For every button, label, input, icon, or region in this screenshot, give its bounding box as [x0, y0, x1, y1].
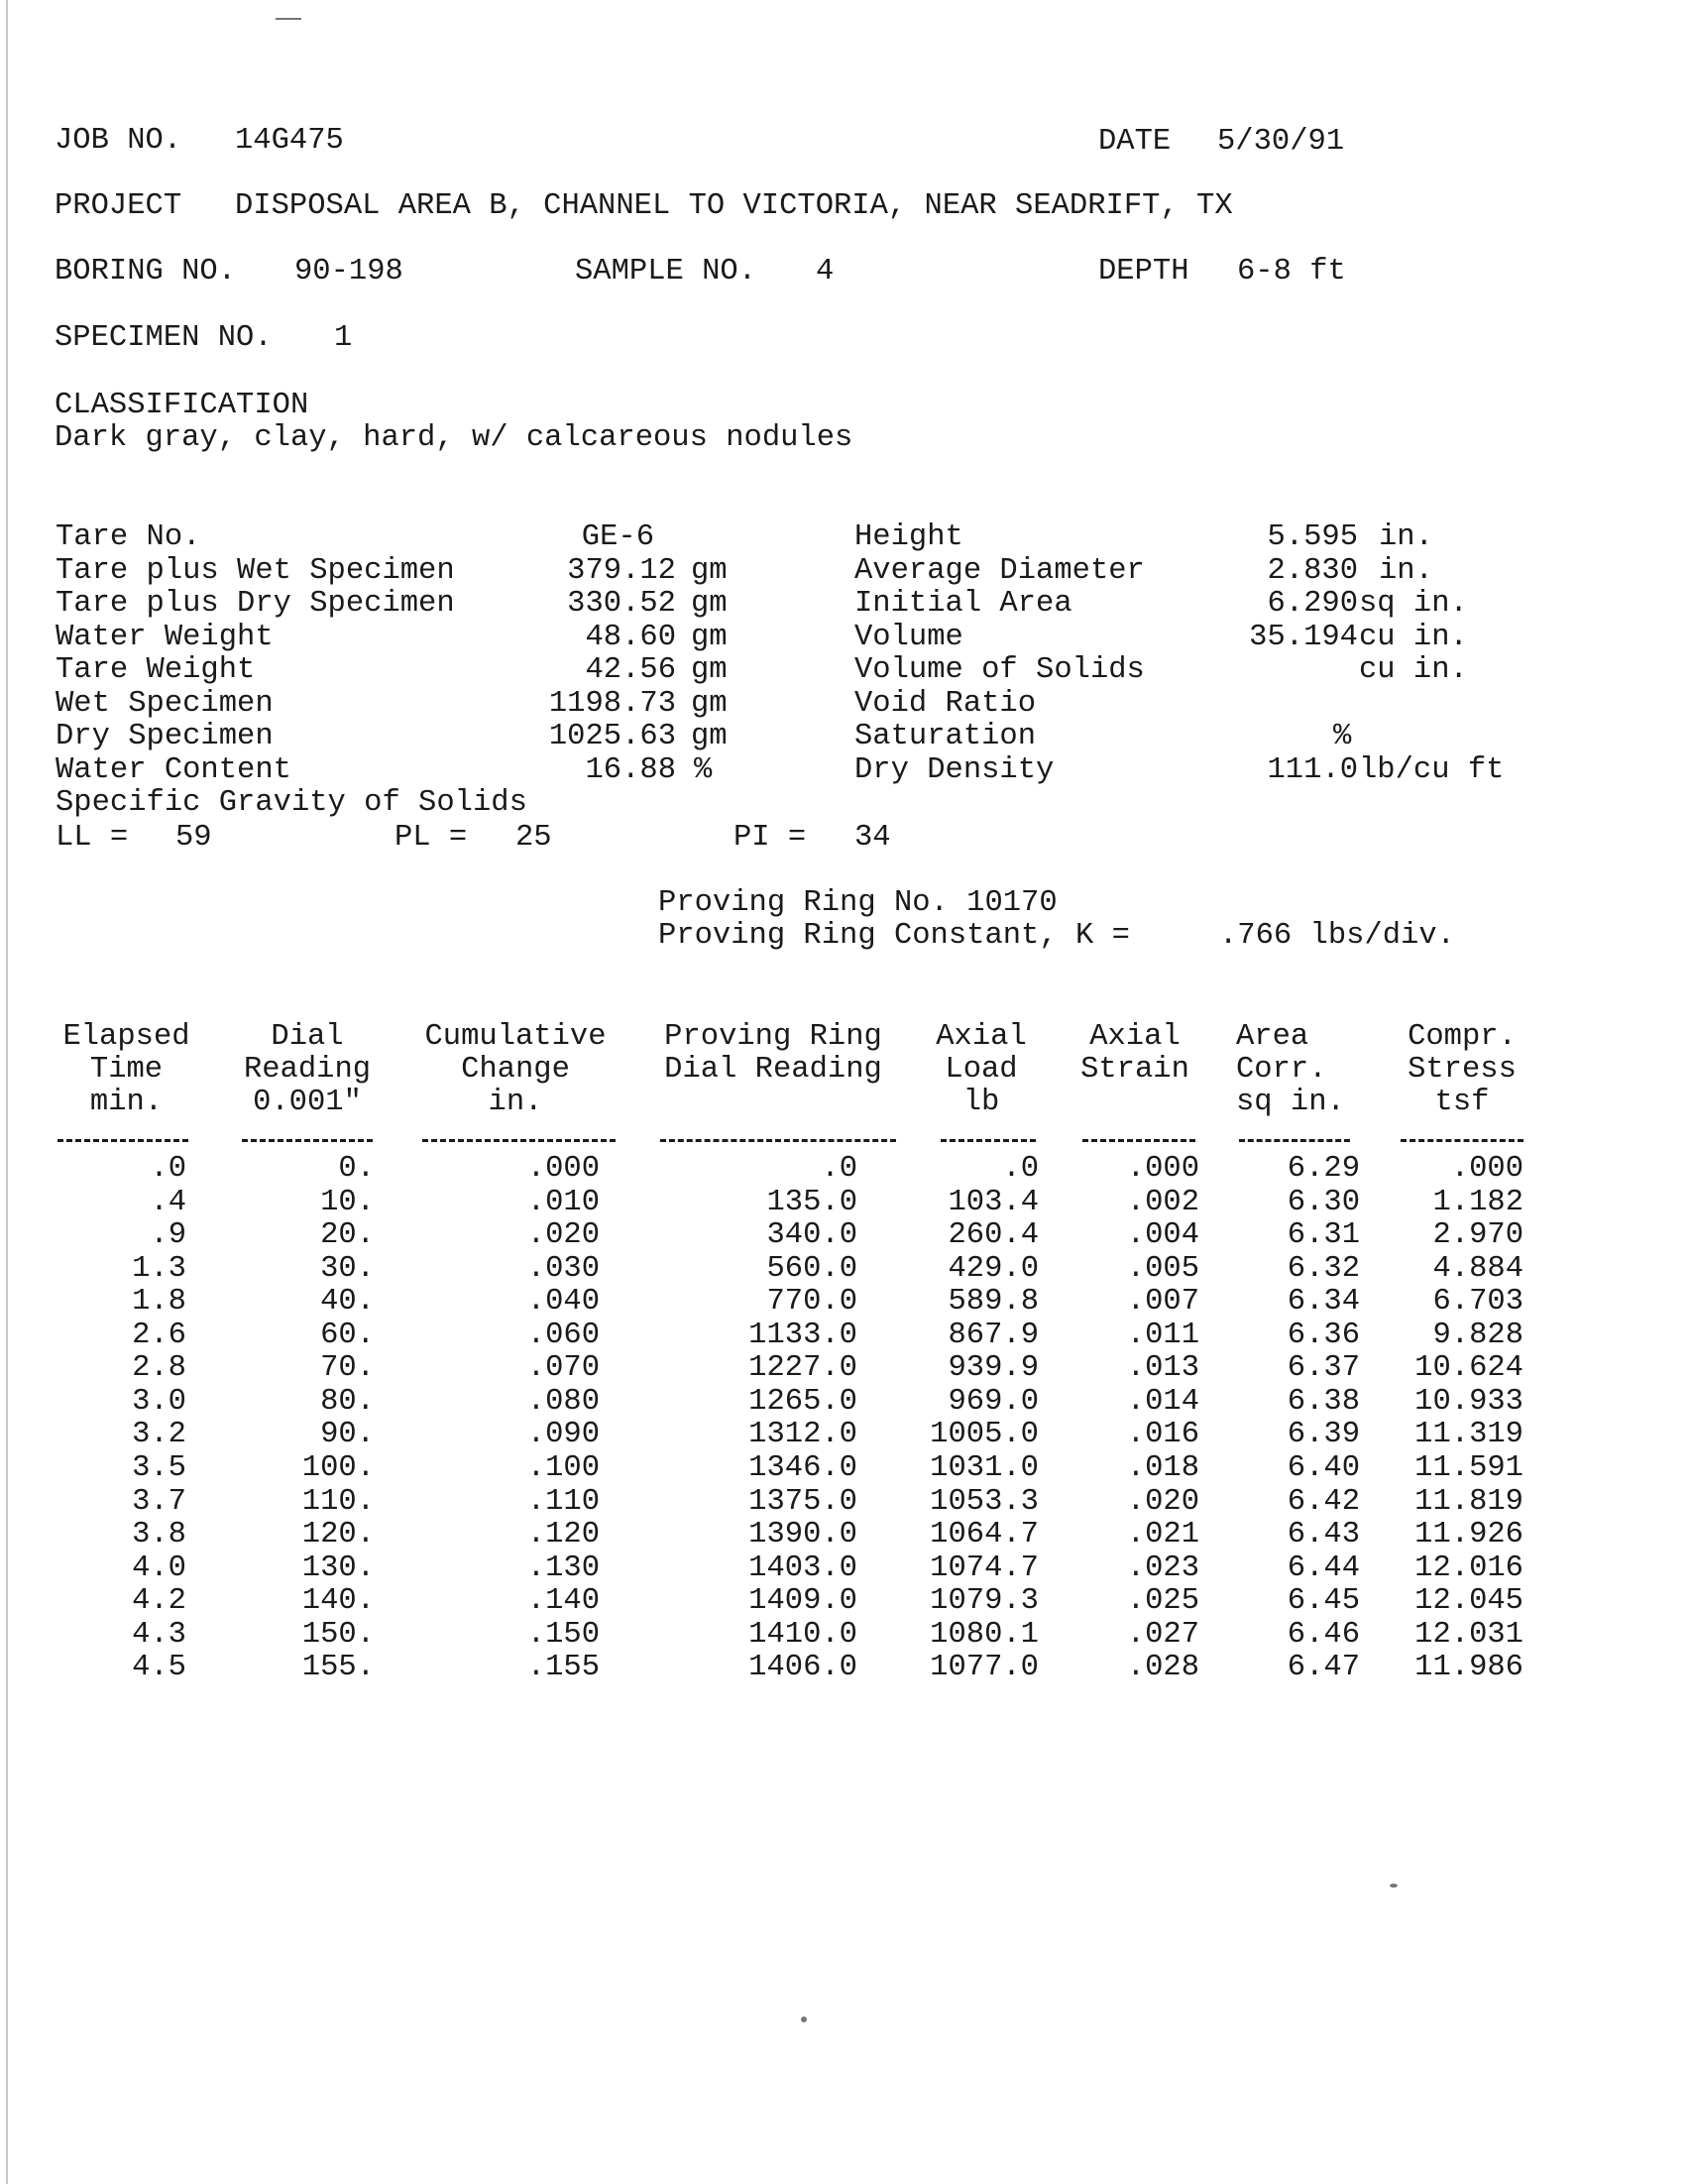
cell-dial-reading: 30. [320, 1251, 375, 1286]
header-underline [1401, 1139, 1523, 1144]
cell-compr-stress: 12.045 [1414, 1584, 1523, 1619]
cell-area-corr: 6.38 [1287, 1384, 1360, 1419]
prop-unit: gm [691, 620, 728, 654]
prop-value: 5.595 [1267, 520, 1358, 554]
cell-cumulative-change: .080 [526, 1384, 600, 1419]
prop-unit: cu in. [1359, 653, 1468, 687]
cell-dial-reading: 40. [320, 1285, 375, 1320]
prop-value: GE-6 [581, 520, 654, 554]
cell-axial-strain: .011 [1126, 1318, 1199, 1352]
col-axial-load-header-3: lb [962, 1086, 1000, 1119]
cell-axial-load: 939.9 [948, 1351, 1039, 1386]
prop-row [0, 555, 1691, 589]
sample-label: SAMPLE NO. [575, 255, 757, 288]
col-cumulative-change-header-2: Change [461, 1053, 570, 1087]
col-elapsed-time-header-3: min. [89, 1086, 164, 1119]
header-underline [1239, 1139, 1350, 1144]
col-dial-reading-header-2: Reading [243, 1053, 372, 1087]
cell-elapsed-time: 1.8 [132, 1285, 186, 1320]
cell-axial-load: 1080.1 [930, 1617, 1039, 1652]
cell-elapsed-time: 2.6 [132, 1318, 186, 1352]
cell-dial-reading: 155. [301, 1651, 375, 1685]
cell-proving-ring-dial: 770.0 [766, 1285, 857, 1320]
cell-compr-stress: 11.319 [1414, 1418, 1523, 1452]
cell-elapsed-time: 3.7 [132, 1484, 186, 1519]
cell-compr-stress: 9.828 [1432, 1318, 1523, 1352]
prop-unit: lb/cu ft [1359, 752, 1505, 787]
cell-cumulative-change: .070 [526, 1351, 600, 1386]
cell-axial-load: 589.8 [948, 1285, 1039, 1320]
prop-row [0, 787, 843, 821]
ll-value: 59 [175, 821, 212, 855]
cell-compr-stress: .000 [1450, 1152, 1523, 1186]
prop-label: Void Ratio [854, 686, 1037, 721]
cell-cumulative-change: .140 [526, 1584, 600, 1619]
cell-axial-strain: .020 [1126, 1484, 1199, 1519]
prop-value: 330.52 [567, 587, 676, 621]
prop-label: Water Weight [56, 620, 274, 654]
col-elapsed-time-header-2: Time [89, 1053, 164, 1087]
cell-area-corr: 6.44 [1287, 1551, 1360, 1585]
sample-value: 4 [816, 255, 835, 288]
cell-cumulative-change: .130 [526, 1551, 600, 1585]
prop-value: 1198.73 [548, 686, 676, 721]
cell-axial-load: 1079.3 [930, 1584, 1039, 1619]
cell-proving-ring-dial: 1133.0 [748, 1318, 857, 1352]
cell-axial-strain: .027 [1126, 1617, 1199, 1652]
specimen-value: 1 [334, 321, 353, 355]
cell-cumulative-change: .110 [526, 1484, 600, 1519]
cell-dial-reading: 10. [320, 1185, 375, 1219]
cell-proving-ring-dial: 1410.0 [748, 1617, 857, 1652]
specimen-label: SPECIMEN NO. [55, 321, 273, 355]
col-axial-strain-header-2: Strain [1080, 1053, 1189, 1087]
date-label: DATE [1098, 125, 1172, 159]
col-cumulative-change-header-1: Cumulative [424, 1020, 607, 1054]
prop-unit: gm [691, 720, 728, 753]
cell-dial-reading: 90. [320, 1418, 375, 1452]
prop-value: 111.0 [1267, 752, 1358, 787]
cell-axial-strain: .025 [1126, 1584, 1199, 1619]
cell-proving-ring-dial: 1403.0 [748, 1551, 857, 1585]
cell-dial-reading: 100. [301, 1451, 375, 1485]
col-compr-stress-header-3: tsf [1434, 1086, 1490, 1119]
prop-value: 379.12 [567, 553, 676, 588]
cell-proving-ring-dial: 340.0 [766, 1218, 857, 1253]
prop-label: Specific Gravity of Solids [56, 786, 527, 820]
job-label: JOB NO. [55, 124, 182, 158]
cell-area-corr: 6.43 [1287, 1518, 1360, 1552]
col-axial-load-header-1: Axial [936, 1020, 1027, 1054]
cell-cumulative-change: .040 [526, 1285, 600, 1320]
col-compr-stress-header-1: Compr. [1408, 1020, 1517, 1054]
col-axial-strain-header-1: Axial [1089, 1020, 1181, 1054]
cell-axial-load: 1064.7 [930, 1518, 1039, 1552]
cell-area-corr: 6.29 [1287, 1152, 1360, 1186]
cell-axial-load: 867.9 [948, 1318, 1039, 1352]
cell-cumulative-change: .060 [526, 1318, 600, 1352]
cell-elapsed-time: 4.5 [132, 1651, 186, 1685]
cell-proving-ring-dial: 1346.0 [748, 1451, 857, 1485]
prop-label: Volume of Solids [854, 653, 1145, 687]
proving-ring-number: Proving Ring No. 10170 [658, 886, 1058, 920]
ll-label: LL = [56, 821, 129, 855]
cell-elapsed-time: 3.5 [132, 1451, 186, 1485]
prop-unit: in. [1379, 520, 1433, 554]
cell-proving-ring-dial: 1227.0 [748, 1351, 857, 1386]
prop-label: Tare No. [56, 520, 201, 554]
prop-value: 35.194 [1249, 620, 1358, 654]
header-underline [660, 1139, 896, 1144]
prop-value: 1025.63 [548, 720, 676, 753]
prop-label: Average Diameter [854, 553, 1145, 588]
date-value: 5/30/91 [1217, 125, 1345, 159]
cell-area-corr: 6.37 [1287, 1351, 1360, 1386]
cell-dial-reading: 20. [320, 1218, 375, 1253]
header-underline [1082, 1139, 1195, 1144]
cell-compr-stress: 10.624 [1414, 1351, 1523, 1386]
col-area-corr-header-3: sq in. [1236, 1086, 1345, 1119]
cell-axial-strain: .023 [1126, 1551, 1199, 1585]
cell-dial-reading: 120. [301, 1518, 375, 1552]
cell-compr-stress: 10.933 [1414, 1384, 1523, 1419]
cell-compr-stress: 12.031 [1414, 1617, 1523, 1652]
prop-row [0, 688, 1691, 722]
classification-value: Dark gray, clay, hard, w/ calcareous nodules [55, 421, 853, 455]
header-underline [941, 1139, 1036, 1144]
scan-speck [276, 18, 301, 20]
prop-value: 42.56 [585, 653, 676, 687]
col-area-corr-header-2: Corr. [1236, 1053, 1327, 1087]
cell-axial-load: 1053.3 [930, 1484, 1039, 1519]
cell-compr-stress: 4.884 [1432, 1251, 1523, 1286]
cell-axial-load: 1074.7 [930, 1551, 1039, 1585]
prop-row [0, 622, 1691, 655]
cell-axial-load: 1031.0 [930, 1451, 1039, 1485]
cell-dial-reading: 110. [301, 1484, 375, 1519]
cell-proving-ring-dial: 560.0 [766, 1251, 857, 1286]
depth-value: 6-8 ft [1237, 255, 1346, 288]
prop-unit: gm [691, 653, 728, 687]
prop-unit: % [694, 752, 713, 787]
prop-value: 6.290 [1267, 587, 1358, 621]
job-value: 14G475 [235, 124, 344, 158]
prop-label: Tare plus Dry Specimen [56, 587, 455, 621]
cell-cumulative-change: .155 [526, 1651, 600, 1685]
cell-axial-load: 103.4 [948, 1185, 1039, 1219]
prop-value: 48.60 [585, 620, 676, 654]
cell-axial-strain: .028 [1126, 1651, 1199, 1685]
prop-row [0, 588, 1691, 622]
cell-axial-strain: .018 [1126, 1451, 1199, 1485]
scan-speck [801, 2016, 807, 2022]
prop-row [0, 521, 1691, 555]
prop-label: Tare Weight [56, 653, 256, 687]
prop-value: 2.830 [1267, 553, 1358, 588]
cell-proving-ring-dial: 1390.0 [748, 1518, 857, 1552]
prop-label: Water Content [56, 752, 291, 787]
cell-proving-ring-dial: 1375.0 [748, 1484, 857, 1519]
prop-value: 16.88 [585, 752, 676, 787]
cell-axial-strain: .007 [1126, 1285, 1199, 1320]
cell-axial-strain: .014 [1126, 1384, 1199, 1419]
cell-axial-load: 1077.0 [930, 1651, 1039, 1685]
header-underline [57, 1139, 188, 1144]
cell-elapsed-time: 3.0 [132, 1384, 186, 1419]
cell-dial-reading: 60. [320, 1318, 375, 1352]
cell-dial-reading: 150. [301, 1617, 375, 1652]
cell-area-corr: 6.45 [1287, 1584, 1360, 1619]
cell-elapsed-time: .4 [150, 1185, 186, 1219]
proving-ring-constant-value: .766 lbs/div. [1219, 919, 1455, 953]
cell-axial-load: 1005.0 [930, 1418, 1039, 1452]
prop-label: Tare plus Wet Specimen [56, 553, 455, 588]
boring-label: BORING NO. [55, 255, 237, 288]
prop-row [0, 654, 1691, 688]
cell-area-corr: 6.36 [1287, 1318, 1360, 1352]
cell-compr-stress: 1.182 [1432, 1185, 1523, 1219]
cell-proving-ring-dial: 1409.0 [748, 1584, 857, 1619]
project-value: DISPOSAL AREA B, CHANNEL TO VICTORIA, NEAR SEADRIFT, TX [235, 189, 1233, 223]
cell-area-corr: 6.46 [1287, 1617, 1360, 1652]
col-cumulative-change-header-3: in. [488, 1086, 543, 1119]
cell-axial-load: 260.4 [948, 1218, 1039, 1253]
col-proving-ring-header-2: Dial Reading [664, 1053, 882, 1087]
prop-unit: in. [1379, 553, 1433, 588]
col-dial-reading-header-3: 0.001" [253, 1086, 362, 1119]
cell-proving-ring-dial: 1406.0 [748, 1651, 857, 1685]
cell-cumulative-change: .150 [526, 1617, 600, 1652]
cell-dial-reading: 70. [320, 1351, 375, 1386]
prop-unit: gm [691, 587, 728, 621]
cell-axial-strain: .021 [1126, 1518, 1199, 1552]
boring-value: 90-198 [294, 255, 403, 288]
prop-label: Dry Specimen [56, 720, 274, 753]
cell-elapsed-time: 1.3 [132, 1251, 186, 1286]
cell-compr-stress: 6.703 [1432, 1285, 1523, 1320]
prop-unit: gm [691, 686, 728, 721]
cell-axial-strain: .004 [1126, 1218, 1199, 1253]
cell-area-corr: 6.40 [1287, 1451, 1360, 1485]
cell-elapsed-time: 4.2 [132, 1584, 186, 1619]
cell-axial-strain: .000 [1126, 1152, 1199, 1186]
prop-unit: % [1333, 720, 1352, 753]
col-compr-stress-header-2: Stress [1408, 1053, 1517, 1087]
cell-compr-stress: 2.970 [1432, 1218, 1523, 1253]
prop-label: Height [854, 520, 963, 554]
cell-elapsed-time: .9 [150, 1218, 186, 1253]
cell-compr-stress: 11.591 [1414, 1451, 1523, 1485]
prop-row [0, 754, 1691, 788]
prop-unit: cu in. [1359, 620, 1468, 654]
proving-ring-constant-label: Proving Ring Constant, K = [658, 919, 1130, 953]
cell-proving-ring-dial: 135.0 [766, 1185, 857, 1219]
prop-label: Dry Density [854, 752, 1055, 787]
cell-compr-stress: 11.926 [1414, 1518, 1523, 1552]
cell-area-corr: 6.47 [1287, 1651, 1360, 1685]
cell-compr-stress: 11.986 [1414, 1651, 1523, 1685]
cell-cumulative-change: .120 [526, 1518, 600, 1552]
cell-cumulative-change: .030 [526, 1251, 600, 1286]
cell-elapsed-time: 4.3 [132, 1617, 186, 1652]
prop-label: Volume [854, 620, 963, 654]
cell-cumulative-change: .000 [526, 1152, 600, 1186]
cell-dial-reading: 0. [338, 1152, 375, 1186]
cell-axial-load: 969.0 [948, 1384, 1039, 1419]
project-label: PROJECT [55, 189, 182, 223]
classification-label: CLASSIFICATION [55, 389, 309, 422]
cell-area-corr: 6.42 [1287, 1484, 1360, 1519]
scan-speck [1390, 1884, 1398, 1888]
cell-elapsed-time: 3.8 [132, 1518, 186, 1552]
pl-label: PL = [395, 821, 468, 855]
depth-label: DEPTH [1098, 255, 1189, 288]
cell-area-corr: 6.34 [1287, 1285, 1360, 1320]
cell-axial-strain: .002 [1126, 1185, 1199, 1219]
cell-elapsed-time: 4.0 [132, 1551, 186, 1585]
cell-axial-strain: .013 [1126, 1351, 1199, 1386]
header-underline [422, 1139, 616, 1144]
cell-compr-stress: 12.016 [1414, 1551, 1523, 1585]
prop-row [0, 721, 1691, 754]
cell-elapsed-time: 2.8 [132, 1351, 186, 1386]
col-proving-ring-header-1: Proving Ring [664, 1020, 882, 1054]
cell-elapsed-time: .0 [150, 1152, 186, 1186]
cell-cumulative-change: .010 [526, 1185, 600, 1219]
pl-value: 25 [515, 821, 552, 855]
col-elapsed-time-header-1: Elapsed [62, 1020, 190, 1054]
cell-proving-ring-dial: .0 [821, 1152, 857, 1186]
cell-axial-strain: .005 [1126, 1251, 1199, 1286]
cell-dial-reading: 130. [301, 1551, 375, 1585]
cell-axial-load: .0 [1002, 1152, 1039, 1186]
prop-unit: sq in. [1359, 587, 1468, 621]
cell-dial-reading: 140. [301, 1584, 375, 1619]
cell-compr-stress: 11.819 [1414, 1484, 1523, 1519]
scan-edge [6, 0, 8, 2184]
header-underline [242, 1139, 373, 1144]
cell-area-corr: 6.32 [1287, 1251, 1360, 1286]
col-axial-load-header-2: Load [945, 1053, 1018, 1087]
col-dial-reading-header-1: Dial [271, 1020, 344, 1054]
cell-cumulative-change: .020 [526, 1218, 600, 1253]
cell-cumulative-change: .090 [526, 1418, 600, 1452]
cell-area-corr: 6.31 [1287, 1218, 1360, 1253]
cell-dial-reading: 80. [320, 1384, 375, 1419]
cell-elapsed-time: 3.2 [132, 1418, 186, 1452]
prop-unit: gm [691, 553, 728, 588]
prop-label: Wet Specimen [56, 686, 274, 721]
cell-proving-ring-dial: 1265.0 [748, 1384, 857, 1419]
cell-area-corr: 6.39 [1287, 1418, 1360, 1452]
pi-value: 34 [854, 821, 891, 855]
prop-label: Initial Area [854, 587, 1072, 621]
cell-axial-strain: .016 [1126, 1418, 1199, 1452]
cell-area-corr: 6.30 [1287, 1185, 1360, 1219]
cell-cumulative-change: .100 [526, 1451, 600, 1485]
prop-label: Saturation [854, 720, 1037, 753]
col-area-corr-header-1: Area [1236, 1020, 1309, 1054]
pi-label: PI = [733, 821, 807, 855]
cell-proving-ring-dial: 1312.0 [748, 1418, 857, 1452]
specimen-properties-right [0, 521, 1691, 787]
cell-axial-load: 429.0 [948, 1251, 1039, 1286]
